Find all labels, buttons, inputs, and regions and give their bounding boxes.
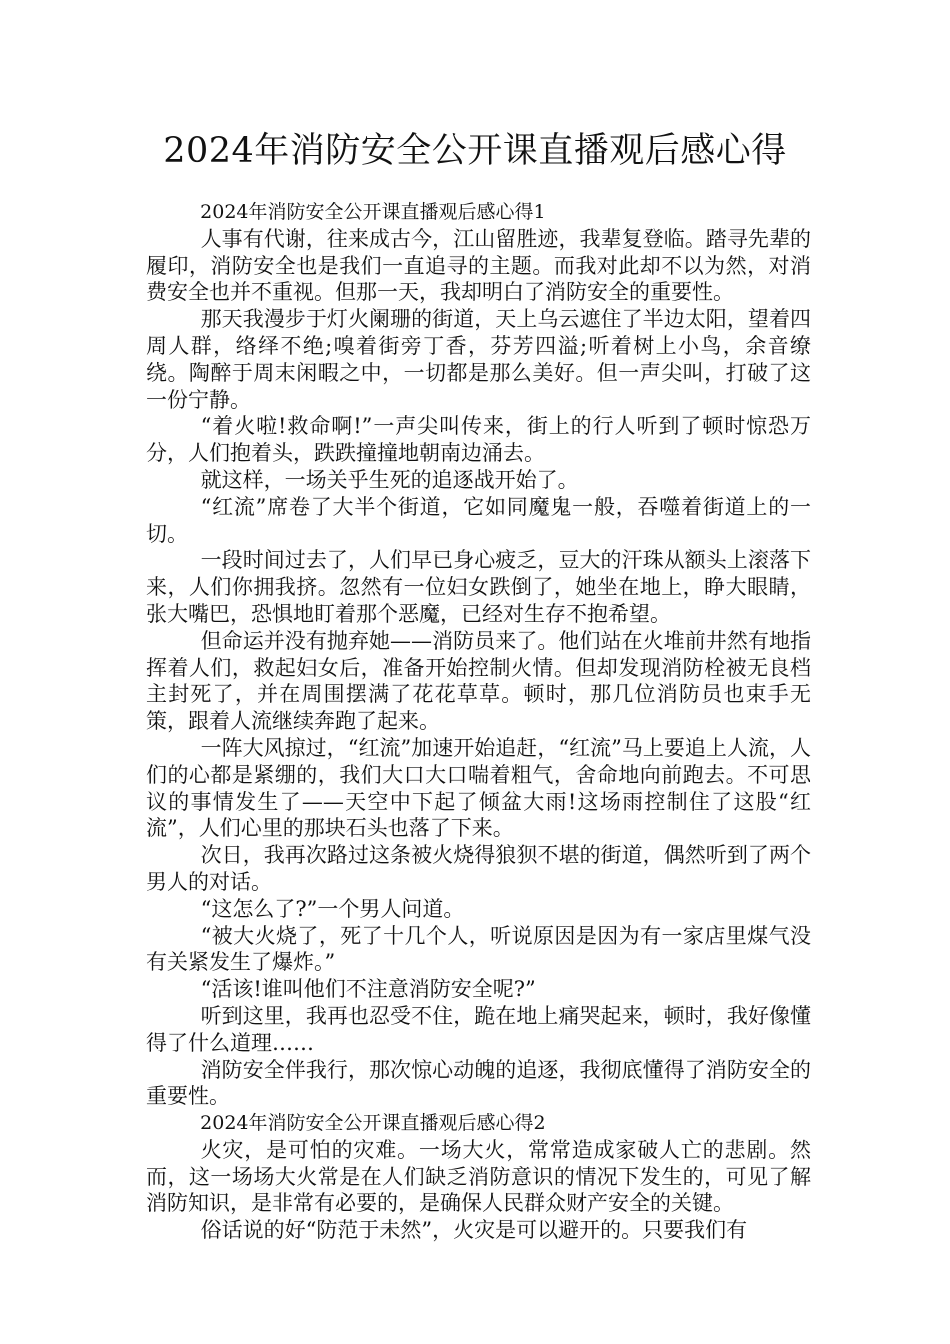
paragraph: 消防安全伴我行，那次惊心动魄的追逐，我彻底懂得了消防安全的重要性。 (146, 1057, 811, 1109)
paragraph: 一段时间过去了，人们早已身心疲乏，豆大的汗珠从额头上滚落下来，人们你拥我挤。忽然有一位妇女跌倒了，她坐在地上，睁大眼睛，张大嘴巴，恐惧地盯着那个恶魔，已经对生存不抱希望。 (146, 548, 811, 626)
document-title: 2024年消防安全公开课直播观后感心得 (163, 131, 787, 171)
paragraph: “这怎么了?”一个男人问道。 (200, 896, 465, 921)
paragraph: “着火啦!救命啊!”一声尖叫传来，街上的行人听到了顿时惊恐万分，人们抱着头，跌跌撞撞地朝南边涌去。 (146, 414, 811, 466)
section-heading: 2024年消防安全公开课直播观后感心得1 (200, 201, 546, 223)
paragraph: “活该!谁叫他们不注意消防安全呢?” (200, 977, 536, 1002)
paragraph: 人事有代谢，往来成古今，江山留胜迹，我辈复登临。踏寻先辈的履印，消防安全也是我们一直追寻的主题。而我对此却不以为然，对消费安全也并不重视。但那一天，我却明白了消防安全的重要性。 (146, 226, 811, 305)
paragraph: 听到这里，我再也忍受不住，跪在地上痛哭起来，顿时，我好像懂得了什么道理…… (146, 1003, 811, 1055)
paragraph: 那天我漫步于灯火阑珊的街道，天上乌云遮住了半边太阳，望着四周人群，络绎不绝;嗅着街旁丁香，芬芳四溢;听着树上小鸟，余音缭绕。陶醉于周末闲暇之中，一切都是那么美好。但一声尖叫，打破了这一份宁静。 (146, 307, 811, 412)
section-heading: 2024年消防安全公开课直播观后感心得2 (200, 1112, 546, 1135)
paragraph: 次日，我再次路过这条被火烧得狼狈不堪的街道，偶然听到了两个男人的对话。 (146, 843, 811, 894)
document-body (146, 199, 811, 1244)
paragraph: 但命运并没有抛弃她——消防员来了。他们站在火堆前井然有地指挥着人们，救起妇女后，准备开始控制火情。但却发现消防栓被无良档主封死了，并在周围摆满了花花草草。顿时，那几位消防员也束手无策，跟着人流继续奔跑了起来。 (146, 628, 811, 734)
paragraph: “被大火烧了，死了十几个人，听说原因是因为有一家店里煤气没有关紧发生了爆炸。” (146, 923, 811, 975)
paragraph: “红流”席卷了大半个街道，它如同魔鬼一般，吞噬着街道上的一切。 (146, 494, 811, 546)
paragraph: 俗话说的好“防范于未然”，火灾是可以避开的。只要我们有 (200, 1218, 748, 1243)
paragraph: 就这样，一场关乎生死的追逐战开始了。 (200, 467, 579, 492)
paragraph: 一阵大风掠过，“红流”加速开始追赶，“红流”马上要追上人流，人们的心都是紧绷的，我们大口大口喘着粗气，舍命地向前跑去。不可思议的事情发生了——天空中下起了倾盆大雨!这场雨控制住了这股“红流”，人们心里的那块石头也落了下来。 (146, 735, 811, 841)
paragraph: 火灾，是可怕的灾难。一场大火，常常造成家破人亡的悲剧。然而，这一场场大火常是在人们缺乏消防意识的情况下发生的，可见了解消防知识，是非常有必要的，是确保人民群众财产安全的关键。 (146, 1137, 811, 1216)
